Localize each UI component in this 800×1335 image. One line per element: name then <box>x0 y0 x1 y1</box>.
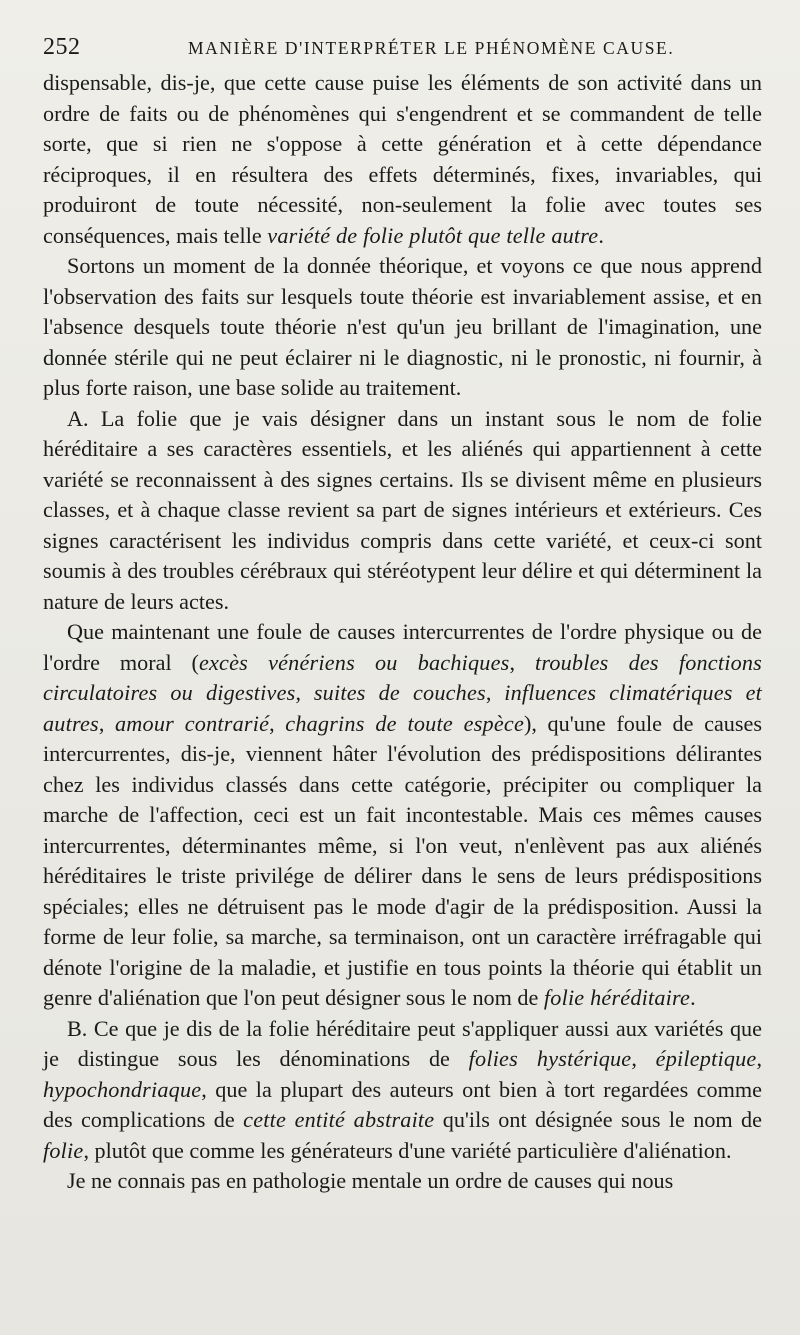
paragraph <box>43 1166 762 1197</box>
paragraph <box>43 68 762 251</box>
italic-run: folies hystérique <box>468 1046 632 1071</box>
italic-run: hypochondriaque <box>43 1076 202 1102</box>
text-run: , que la plupart des auteurs ont bien à tort regardées comme des complications de <box>43 1076 762 1132</box>
text-run: , <box>509 649 535 675</box>
italic-run: chagrins de toute espèce <box>285 710 524 736</box>
italic-run: variété de folie plutôt que telle autre <box>267 222 599 248</box>
italic-run: cette entité abstraite <box>243 1107 435 1132</box>
text-run: Je ne connais pas en pathologie mentale un ordre de causes qui nous <box>67 1168 674 1193</box>
text-run: Que maintenant une foule de causes intercurrentes de l'ordre physique ou de l'ordre moral ( <box>43 619 762 675</box>
text-run: , <box>756 1046 762 1071</box>
italic-run: amour contrarié <box>115 710 270 736</box>
text-run: , <box>485 680 505 705</box>
running-head <box>43 28 762 68</box>
text-run: B. Ce que je dis de la folie héréditaire peut s'appliquer aussi aux variétés que je distingue sous les dénominations de <box>43 1015 762 1071</box>
text-run: , <box>269 710 286 736</box>
text-run: ), qu'une foule de causes intercurrentes, dis-je, viennent hâter l'évolution des prédispositions délirantes chez les individus classés dans cette catégorie, précipiter ou compliquer la marche de l'affection, ceci est un fait incontestable. Mais ces mêmes causes intercurrentes, déterminantes même, si l'on veut, n'enlèvent pas aux aliénés héréditaires le triste privilége de délirer dans le sens de leurs prédispositions spéciales; elles ne détruisent pas le mode d'agir de la prédisposition. Aussi la forme de leur folie, sa marche, sa terminaison, ont un caractère irréfragable qui dénote l'origine de la maladie, et justifie en tous points la théorie qui établit un genre d'aliénation que l'on peut désigner sous le nom de <box>43 710 763 1010</box>
text-run: , plutôt que comme les générateurs d'une variété particulière d'aliénation. <box>83 1137 732 1163</box>
italic-run: épileptique <box>655 1046 757 1071</box>
text-run: Sortons un moment de la donnée théorique, et voyons ce que nous apprend l'observation des faits sur lesquels toute théorie est invariablement assise, et en l'absence desquels toute théorie n'est qu'un jeu brillant de l'imagination, une donnée stérile qui ne peut éclairer ni le diagnostic, ni le pronostic, ni fournir, à plus forte raison, une base solide au traitement. <box>43 253 762 400</box>
paragraph <box>43 617 762 1014</box>
text-run: dispensable, dis-je, que cette cause puise les éléments de son activité dans un ordre de faits ou de phénomènes qui s'engendrent et se commandent de telle sorte, que si rien ne s'oppose à cette génération et à cette dépendance réciproques, il en résultera des effets déterminés, fixes, invariables, qui produiront de toute nécessité, non-seulement la folie avec toutes ses conséquences, mais telle <box>43 70 762 248</box>
running-title: MANIÈRE D'INTERPRÉTER LE PHÉNOMÈNE CAUSE. <box>188 38 675 58</box>
italic-run: suites de couches <box>313 680 486 705</box>
italic-run: influences climatériques et autres <box>43 680 763 736</box>
text-run: . <box>690 985 696 1010</box>
text-run: qu'ils ont désignée sous le nom de <box>434 1107 763 1132</box>
paragraph <box>43 1014 762 1167</box>
page-number: 252 <box>43 34 81 60</box>
text-run: , <box>631 1046 656 1071</box>
italic-run: troubles des fonctions circulatoires ou digestives <box>43 649 763 705</box>
italic-run: excès vénériens ou bachiques <box>198 649 510 675</box>
text-run: , <box>98 710 116 736</box>
text-run: . <box>598 222 604 248</box>
paragraph <box>43 404 762 618</box>
italic-run: folie <box>43 1137 84 1163</box>
paragraph <box>43 251 762 404</box>
text-run: A. La folie que je vais désigner dans un instant sous le nom de folie héréditaire a ses caractères essentiels, et les aliénés qui appartiennent à cette variété se reconnaissent à des signes certains. Ils se divisent même en plusieurs classes, et à chaque classe revient sa part de signes intérieurs et extérieurs. Ces signes caractérisent les individus compris dans cette variété, et ceux-ci sont soumis à des troubles cérébraux qui stéréotypent leur délire et qui déterminent la nature de leurs actes. <box>43 405 762 614</box>
italic-run: folie héréditaire <box>543 985 691 1010</box>
text-run: , <box>295 680 314 705</box>
body-text <box>43 68 762 1197</box>
